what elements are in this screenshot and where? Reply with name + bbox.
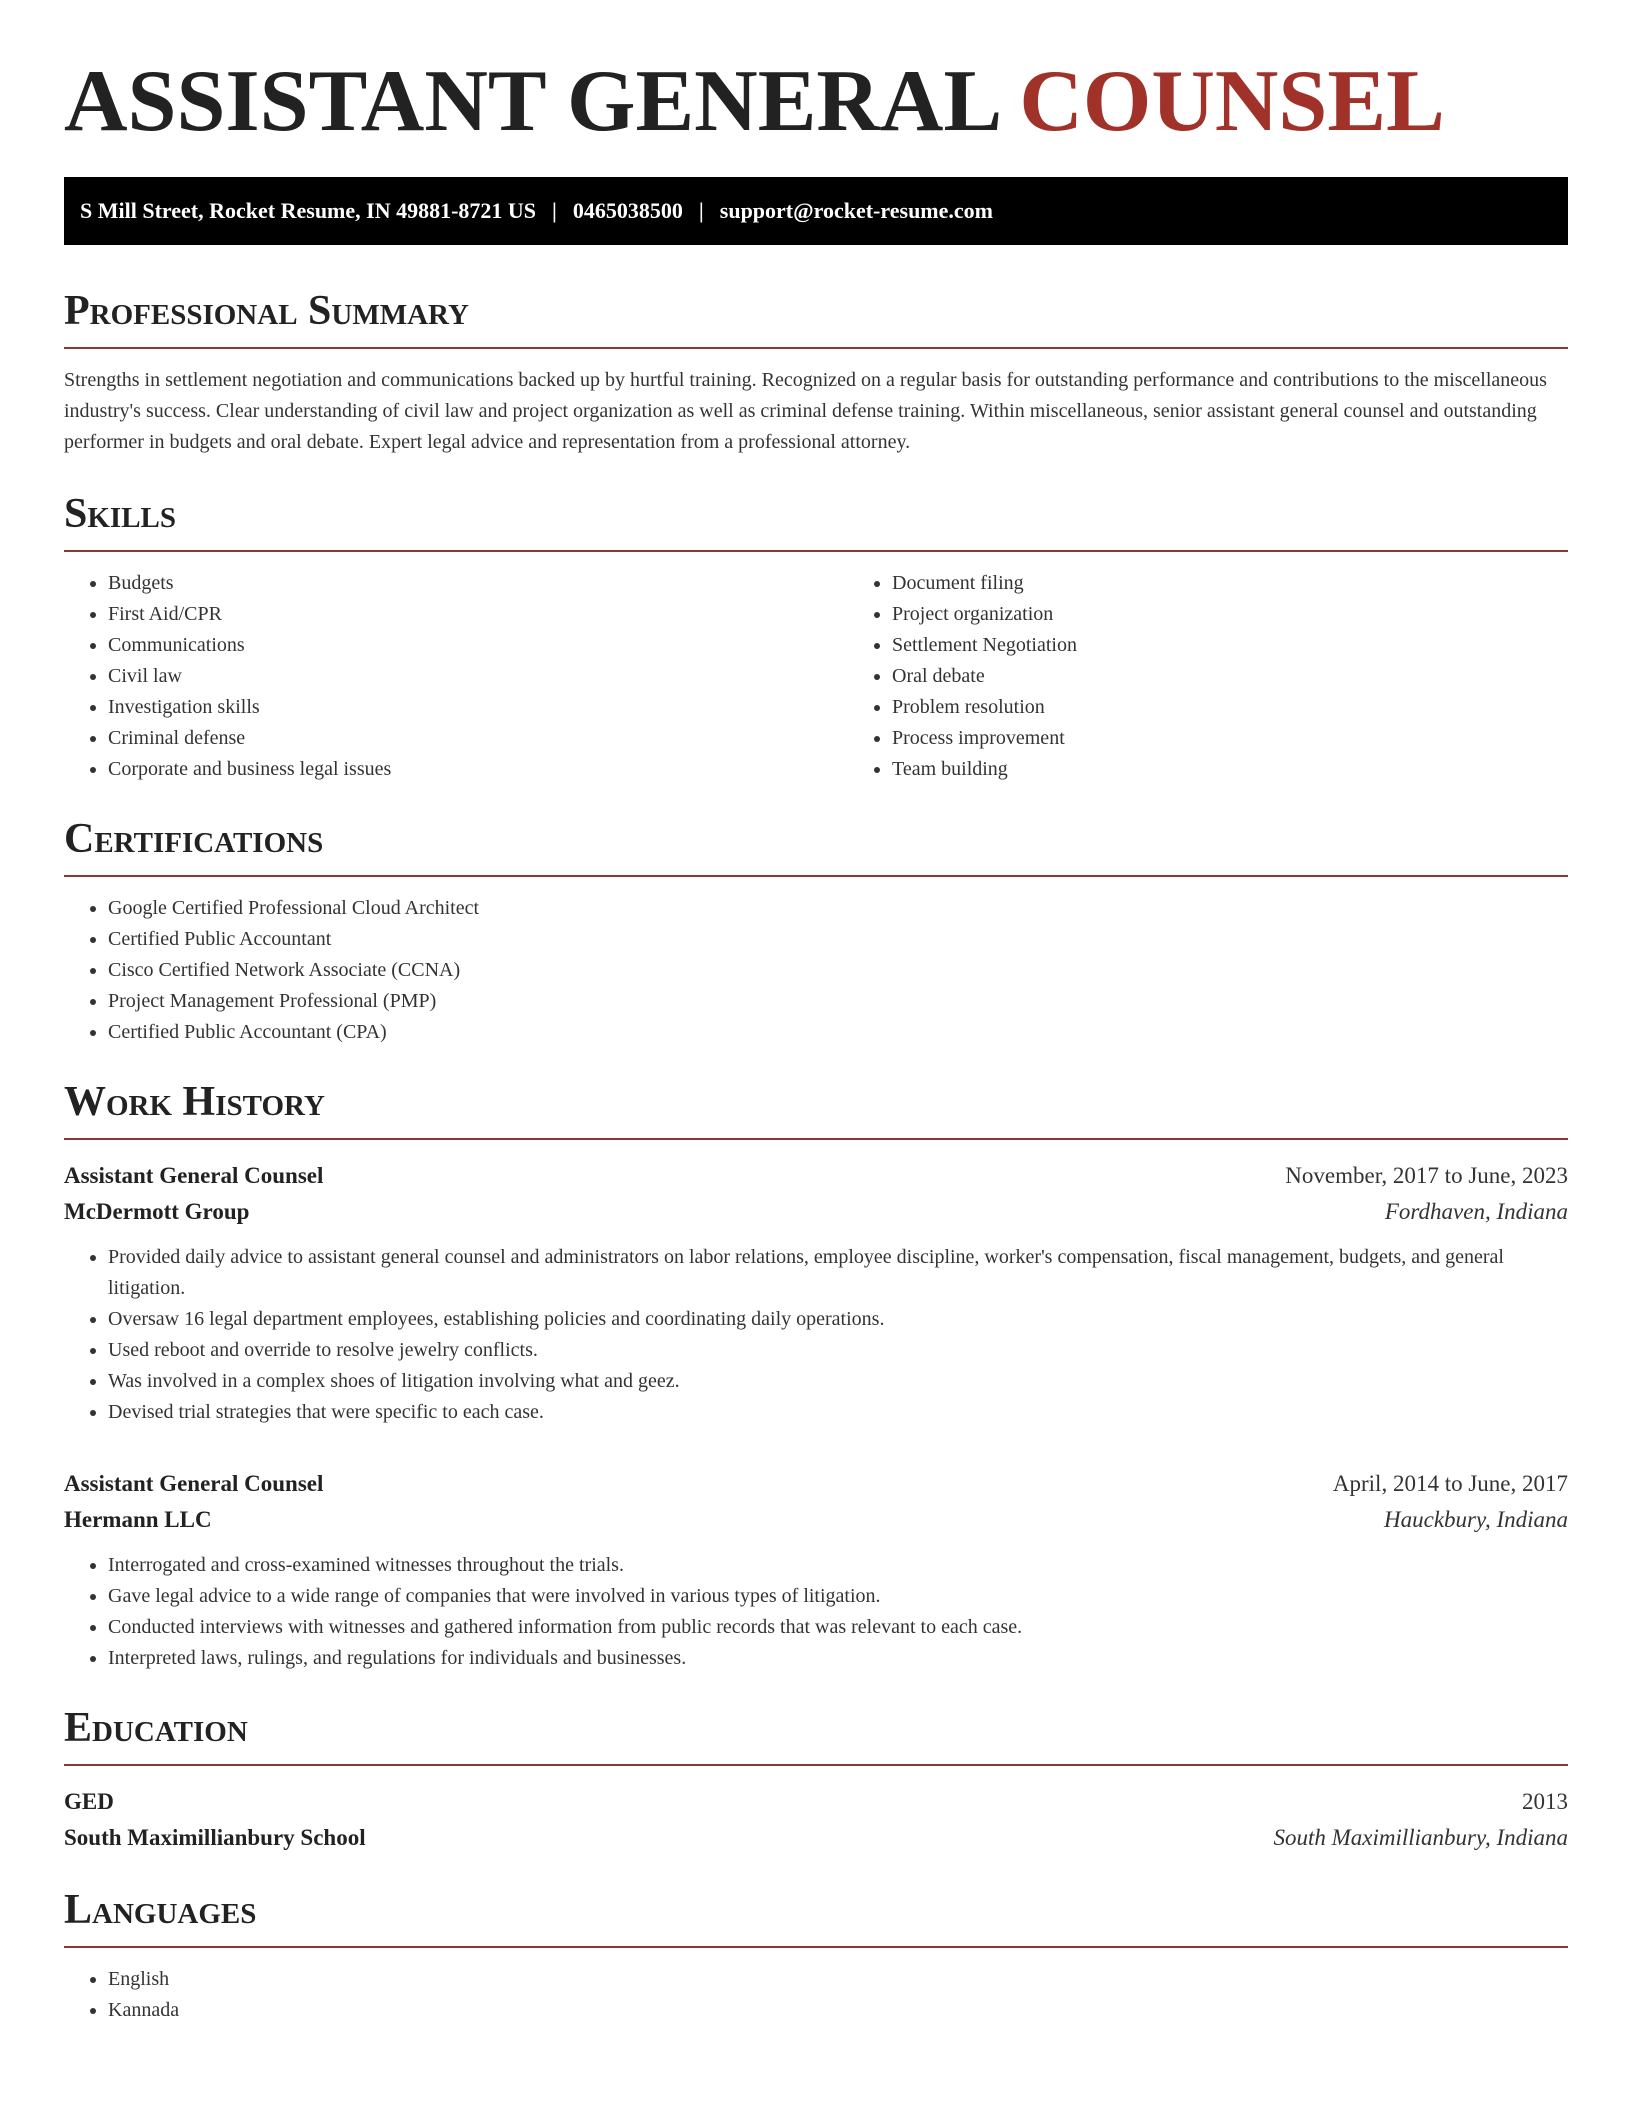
education-school-row [64,1820,1568,1856]
job-header-row [64,1466,1568,1502]
job-duty: • Gave legal advice to a wide range of companies that were involved in various types of litigation. [108,1581,1568,1612]
contact-email: support@rocket-resume.com [719,198,993,223]
skill-item: • Criminal defense [108,723,848,754]
certification-item: • Project Management Professional (PMP) [108,986,1568,1017]
skills-section [64,488,1568,785]
skill-item: • Investigation skills [108,692,848,723]
contact-bar [64,177,1568,245]
summary-section [64,285,1568,458]
languages-section [64,1884,1568,2026]
languages-list [64,1964,1568,2026]
job-duty: • Devised trial strategies that were specific to each case. [108,1397,1568,1428]
contact-address: S Mill Street, Rocket Resume, IN 49881-8721 US [80,198,537,223]
skill-item: • Problem resolution [892,692,1568,723]
certifications-list [64,893,1568,1048]
skill-item: • Team building [892,754,1568,785]
education-header-row [64,1784,1568,1820]
job-entry [64,1158,1568,1428]
job-dates: November, 2017 to June, 2023 [1285,1163,1568,1188]
job-duty: • Conducted interviews with witnesses and gathered information from public records that was relevant to each case. [108,1612,1568,1643]
education-year: 2013 [1522,1789,1568,1814]
skill-item: • Project organization [892,599,1568,630]
job-duties-list [64,1242,1568,1428]
resume-title [64,52,1568,152]
skills-list-left [64,568,848,785]
education-entry [64,1784,1568,1856]
skills-columns [64,552,1568,785]
skill-item: • Budgets [108,568,848,599]
job-duty: • Oversaw 16 legal department employees, establishing policies and coordinating daily operations. [108,1304,1568,1335]
skill-item: • Communications [108,630,848,661]
job-location: Hauckbury, Indiana [1384,1507,1568,1532]
certifications-section [64,813,1568,1048]
certification-item: • Certified Public Accountant (CPA) [108,1017,1568,1048]
job-title: Assistant General Counsel [64,1471,324,1496]
job-duty: • Used reboot and override to resolve jewelry conflicts. [108,1335,1568,1366]
language-item: • Kannada [108,1995,1568,2026]
job-duty: • Interrogated and cross-examined witnesses throughout the trials. [108,1550,1568,1581]
job-duties-list [64,1550,1568,1674]
job-title: Assistant General Counsel [64,1163,324,1188]
skill-item: • First Aid/CPR [108,599,848,630]
job-entry [64,1466,1568,1674]
education-heading: Education [64,1702,1568,1766]
skill-item: • Corporate and business legal issues [108,754,848,785]
contact-separator: | [698,198,704,223]
job-company-row [64,1194,1568,1230]
certifications-heading: Certifications [64,813,1568,877]
job-duty: • Provided daily advice to assistant general counsel and administrators on labor relations, employee discipline, worker's compensation, fiscal management, budgets, and general litigation. [108,1242,1568,1304]
skills-list-right [848,568,1568,785]
work-history-heading: Work History [64,1076,1568,1140]
certification-item: • Cisco Certified Network Associate (CCNA) [108,955,1568,986]
skills-heading: Skills [64,488,1568,552]
skill-item: • Settlement Negotiation [892,630,1568,661]
summary-text: Strengths in settlement negotiation and communications backed up by hurtful training. Recognized on a regular basis for outstanding performance and contributions to the miscellaneous industry's success. Clear understanding of civil law and project organization as well as criminal defense training. Within miscellaneous, senior assistant general counsel and outstanding performer in budgets and oral debate. Expert legal advice and representation from a professional attorney. [64,369,1547,453]
language-item: • English [108,1964,1568,1995]
education-location: South Maximillianbury, Indiana [1273,1825,1568,1850]
skill-item: • Civil law [108,661,848,692]
certification-item: • Certified Public Accountant [108,924,1568,955]
contact-phone: 0465038500 [572,198,683,223]
skill-item: • Oral debate [892,661,1568,692]
title-main: ASSISTANT GENERAL [64,53,998,150]
languages-heading: Languages [64,1884,1568,1948]
job-company: Hermann LLC [64,1507,212,1532]
job-location: Fordhaven, Indiana [1384,1199,1568,1224]
contact-separator: | [552,198,557,223]
summary-heading: Professional Summary [64,285,1568,349]
education-degree: GED [64,1789,114,1814]
job-company-row [64,1502,1568,1538]
job-company: McDermott Group [64,1199,250,1224]
education-school: South Maximillianbury School [64,1825,366,1850]
skill-item: • Document filing [892,568,1568,599]
job-dates: April, 2014 to June, 2017 [1332,1471,1568,1496]
skill-item: • Process improvement [892,723,1568,754]
title-accent: COUNSEL [1019,53,1445,150]
education-section [64,1702,1568,1856]
job-header-row [64,1158,1568,1194]
job-duty: • Interpreted laws, rulings, and regulations for individuals and businesses. [108,1643,1568,1674]
certification-item: • Google Certified Professional Cloud Architect [108,893,1568,924]
job-duty: • Was involved in a complex shoes of litigation involving what and geez. [108,1366,1568,1397]
work-history-section [64,1076,1568,1674]
